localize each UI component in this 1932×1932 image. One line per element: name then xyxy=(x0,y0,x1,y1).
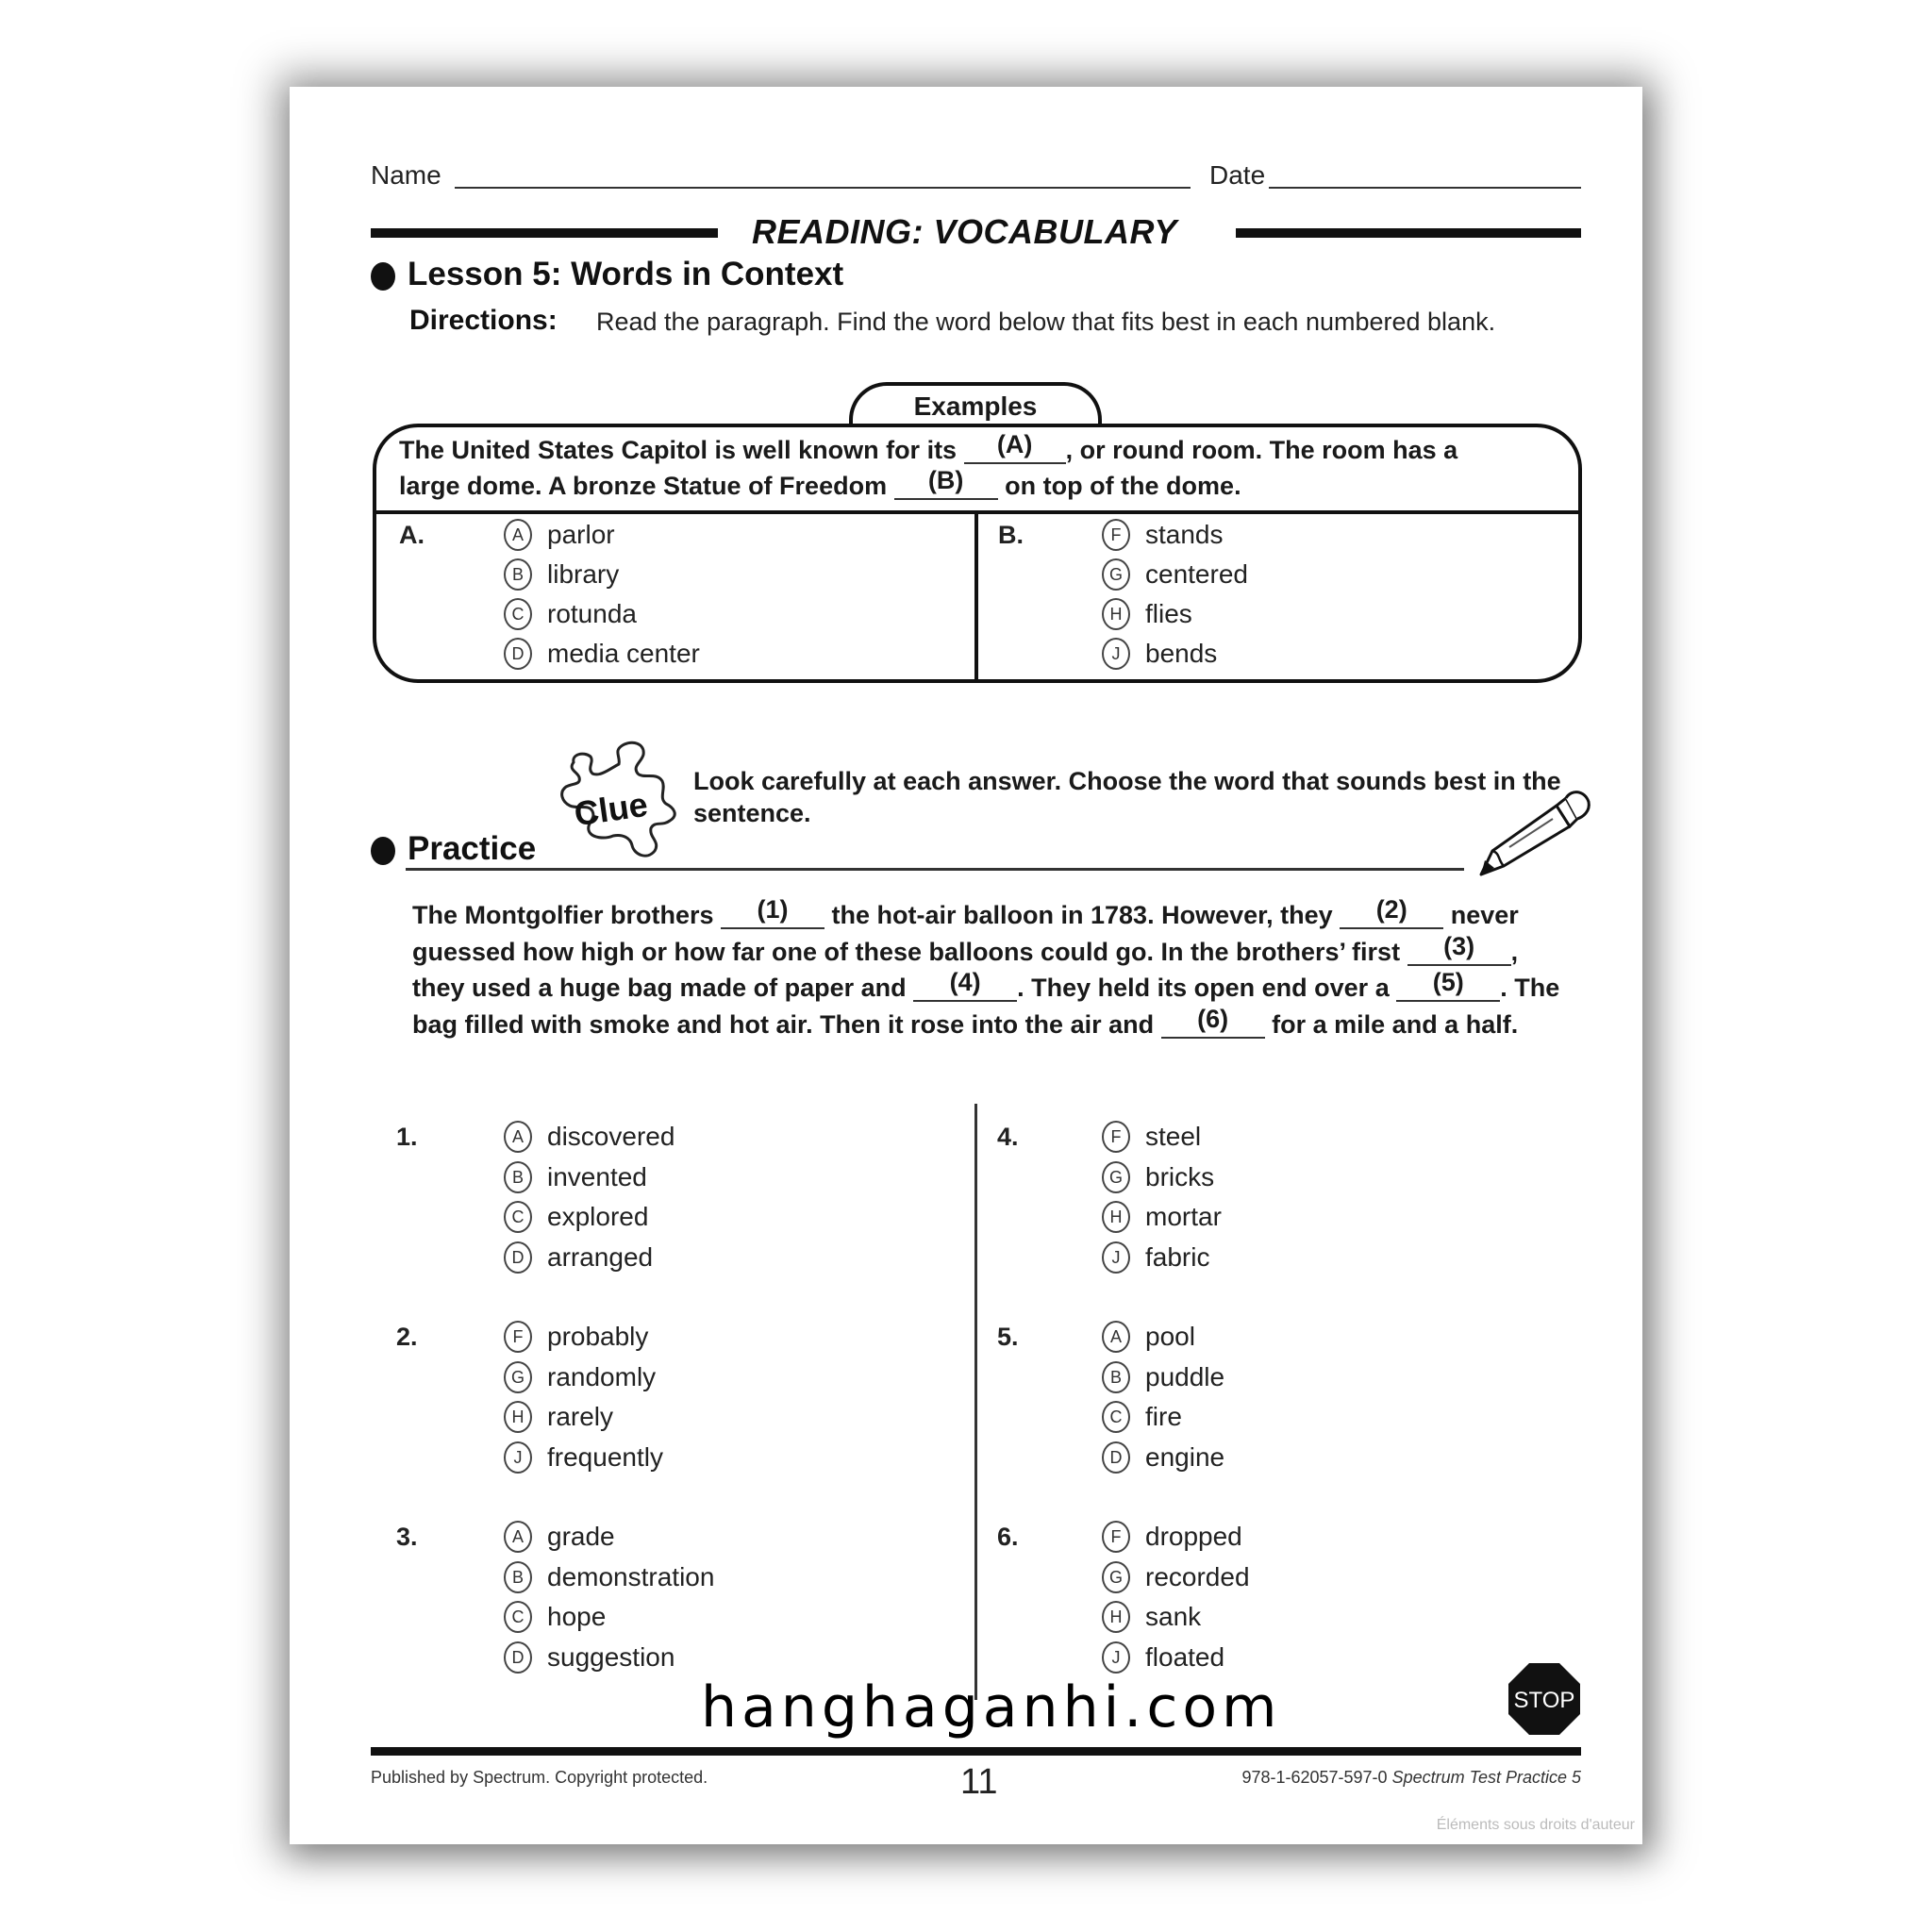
blank-a: (A) xyxy=(964,438,1066,464)
option-text: puddle xyxy=(1145,1361,1225,1391)
copyright-notice: Éléments sous droits d'auteur xyxy=(1436,1817,1635,1833)
question-number: 6. xyxy=(997,1523,1019,1551)
bubble-icon[interactable]: J xyxy=(1102,1241,1130,1274)
bullet-icon xyxy=(371,262,395,291)
bubble-icon[interactable]: J xyxy=(504,1441,532,1474)
option-text: bricks xyxy=(1145,1161,1215,1191)
option-text: suggestion xyxy=(547,1641,675,1672)
example-b-label: B. xyxy=(998,521,1024,549)
practice-title: Practice xyxy=(408,830,537,867)
option-text: randomly xyxy=(547,1361,657,1391)
examples-column-divider xyxy=(974,512,978,682)
bubble-icon[interactable]: F xyxy=(1102,519,1130,551)
footer-rule xyxy=(371,1747,1581,1756)
blank-5: (5) xyxy=(1396,975,1500,1002)
blank-6: (6) xyxy=(1161,1012,1265,1039)
pencil-icon xyxy=(1472,785,1594,879)
bubble-icon[interactable]: D xyxy=(504,638,532,670)
bubble-icon[interactable]: B xyxy=(1102,1361,1130,1393)
option-text: grade xyxy=(547,1522,615,1551)
question-number: 4. xyxy=(997,1123,1019,1151)
bubble-icon[interactable]: J xyxy=(1102,638,1130,670)
option-text: rarely xyxy=(547,1402,614,1431)
bubble-icon[interactable]: G xyxy=(1102,558,1130,591)
directions-label: Directions: xyxy=(409,305,558,336)
bubble-icon[interactable]: A xyxy=(504,1121,532,1153)
example-passage-line-2: large dome. A bronze Statue of Freedom (B) on top of the dome. xyxy=(399,466,1241,500)
option-text: demonstration xyxy=(547,1561,715,1591)
blank-1: (1) xyxy=(721,903,824,929)
svg-text:STOP: STOP xyxy=(1513,1688,1575,1713)
option-text: discovered xyxy=(547,1122,675,1151)
title-rule-right xyxy=(1236,228,1581,238)
title-rule-left xyxy=(371,228,718,238)
practice-rule xyxy=(406,868,1464,871)
option-text: sank xyxy=(1145,1602,1202,1631)
svg-text:Clue: Clue xyxy=(572,784,651,834)
name-label: Name xyxy=(371,160,441,190)
bubble-icon[interactable]: C xyxy=(1102,1401,1130,1433)
directions-text: Read the paragraph. Find the word below that fits best in each numbered blank. xyxy=(596,308,1496,336)
bubble-icon[interactable]: H xyxy=(1102,598,1130,630)
section-title: READING: VOCABULARY xyxy=(752,212,1177,251)
option-text: probably xyxy=(547,1322,649,1351)
bubble-icon[interactable]: H xyxy=(504,1401,532,1433)
bubble-icon[interactable]: H xyxy=(1102,1201,1130,1233)
bubble-icon[interactable]: D xyxy=(1102,1441,1130,1474)
option-text: fabric xyxy=(1145,1241,1210,1272)
bubble-icon[interactable]: D xyxy=(504,1241,532,1274)
practice-paragraph: The Montgolfier brothers (1) the hot-air balloon in 1783. However, they (2) never guessed how high or how far one of these balloons could go. In the brothers’ first (3) , they used a huge bag made of paper and (4) . They held its open end over a (5) . The bag filled with smoke and hot air. Then it rose into the air and (6) for a mile and a half. xyxy=(412,895,1560,1039)
option-text: pool xyxy=(1145,1322,1195,1351)
option-text: engine xyxy=(1145,1441,1225,1472)
bubble-icon[interactable]: D xyxy=(504,1641,532,1674)
bubble-icon[interactable]: C xyxy=(504,1601,532,1633)
questions-column-divider xyxy=(974,1104,977,1700)
question-number: 3. xyxy=(396,1523,418,1551)
blank-b: (B) xyxy=(894,474,998,500)
option-text: invented xyxy=(547,1161,647,1191)
page-number: 11 xyxy=(960,1762,998,1802)
option-text: recorded xyxy=(1145,1561,1250,1591)
date-field[interactable] xyxy=(1269,187,1581,189)
question-number: 1. xyxy=(396,1123,418,1151)
option-text: floated xyxy=(1145,1641,1225,1672)
bubble-icon[interactable]: G xyxy=(504,1361,532,1393)
bubble-icon[interactable]: B xyxy=(504,558,532,591)
blank-2: (2) xyxy=(1340,903,1443,929)
bubble-icon[interactable]: C xyxy=(504,598,532,630)
examples-tab: Examples xyxy=(849,382,1102,424)
blank-3: (3) xyxy=(1407,940,1511,966)
clue-text: Look carefully at each answer. Choose the word that sounds best in the sentence. xyxy=(693,767,1561,827)
book-info: 978-1-62057-597-0 Spectrum Test Practice 5 xyxy=(1241,1768,1581,1787)
bullet-icon xyxy=(371,837,395,865)
bubble-icon[interactable]: F xyxy=(1102,1121,1130,1153)
lesson-title: Lesson 5: Words in Context xyxy=(408,256,844,292)
bubble-icon[interactable]: A xyxy=(504,519,532,551)
option-text: fire xyxy=(1145,1402,1182,1431)
example-passage-line-1: The United States Capitol is well known for its (A) , or round room. The room has a xyxy=(399,430,1458,464)
bubble-icon[interactable]: G xyxy=(1102,1561,1130,1593)
question-number: 2. xyxy=(396,1323,418,1351)
question-number: 5. xyxy=(997,1323,1019,1351)
clue-puzzle-icon xyxy=(545,736,687,863)
bubble-icon[interactable]: F xyxy=(504,1321,532,1353)
name-field[interactable] xyxy=(455,187,1191,189)
option-text: arranged xyxy=(547,1241,654,1272)
bubble-icon[interactable]: A xyxy=(1102,1321,1130,1353)
option-text: hope xyxy=(547,1602,607,1631)
bubble-icon[interactable]: A xyxy=(504,1521,532,1553)
option-text: steel xyxy=(1145,1122,1202,1151)
option-text: mortar xyxy=(1145,1202,1222,1231)
bubble-icon[interactable]: F xyxy=(1102,1521,1130,1553)
option-text: dropped xyxy=(1145,1522,1242,1551)
bubble-icon[interactable]: J xyxy=(1102,1641,1130,1674)
bubble-icon[interactable]: H xyxy=(1102,1601,1130,1633)
option-text: explored xyxy=(547,1202,649,1231)
date-label: Date xyxy=(1209,160,1266,190)
bubble-icon[interactable]: B xyxy=(504,1561,532,1593)
stop-sign-icon xyxy=(1507,1662,1581,1736)
publisher-text: Published by Spectrum. Copyright protected. xyxy=(371,1768,708,1787)
option-text: frequently xyxy=(547,1441,663,1472)
bubble-icon[interactable]: B xyxy=(504,1161,532,1193)
example-a-label: A. xyxy=(399,521,425,549)
bubble-icon[interactable]: C xyxy=(504,1201,532,1233)
bubble-icon[interactable]: G xyxy=(1102,1161,1130,1193)
watermark: hanghaganhi.com xyxy=(701,1674,1282,1740)
blank-4: (4) xyxy=(913,975,1017,1002)
